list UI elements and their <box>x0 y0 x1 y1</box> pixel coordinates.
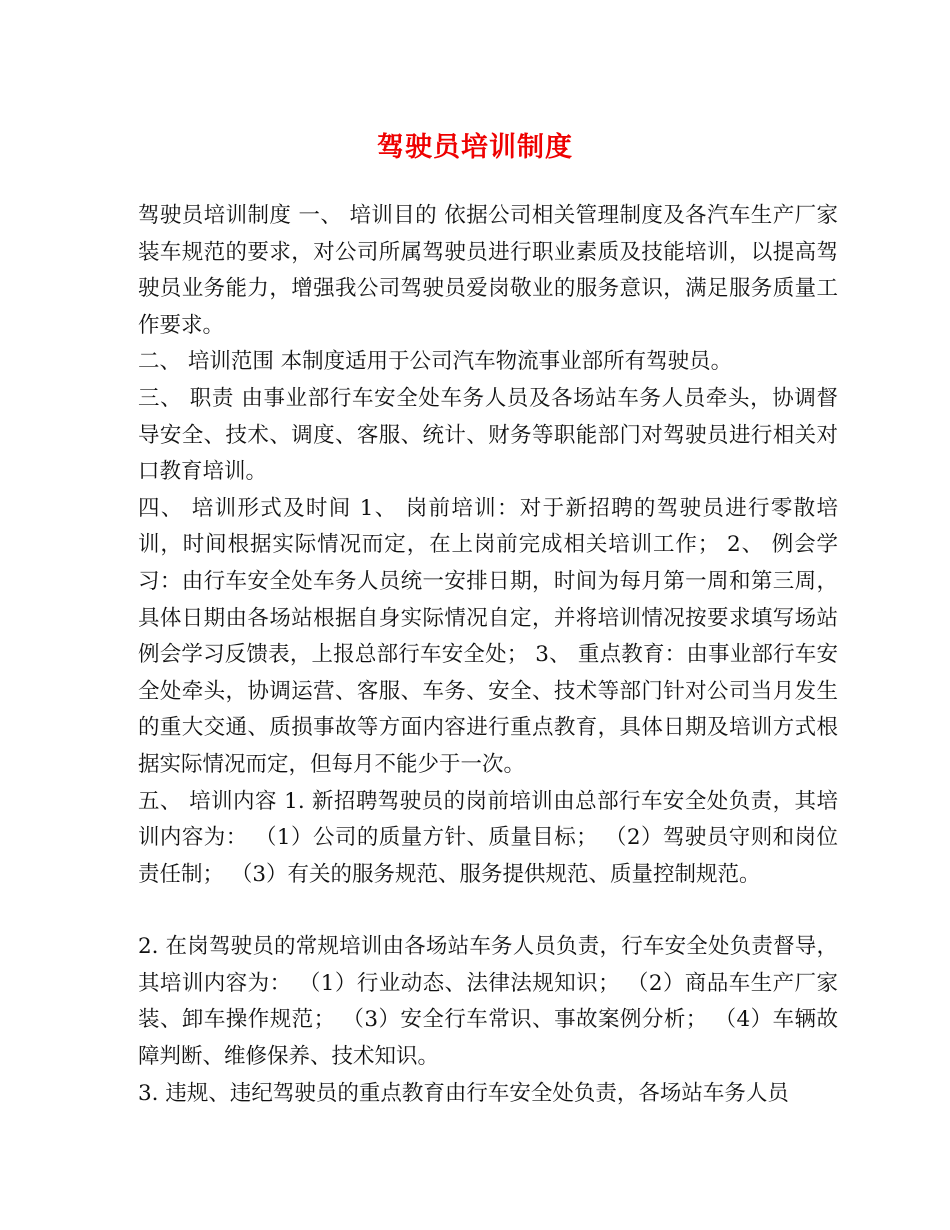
paragraph-onduty-training: 2. 在岗驾驶员的常规培训由各场站车务人员负责，行车安全处负责督导，其培训内容为： （1）行业动态、法律法规知识； （2）商品车生产厂家装、卸车操作规范； （3）安全行车常识、事故案例分析； （4）车辆故障判断、维修保养、技术知识。 <box>138 934 838 1070</box>
paragraph-responsibility: 三、 职责 由事业部行车安全处车务人员及各场站车务人员牵头，协调督导安全、技术、调度、客服、统计、财务等职能部门对驾驶员进行相关对口教育培训。 <box>138 385 838 485</box>
document-title: 驾驶员培训制度 <box>377 132 573 163</box>
paragraph-content: 五、 培训内容 1. 新招聘驾驶员的岗前培训由总部行车安全处负责，其培训内容为： （1）公司的质量方针、质量目标； （2）驾驶员守则和岗位责任制； （3）有关的服务规范、服务提供规范、质量控制规范。 <box>138 788 838 887</box>
paragraph-format-time: 四、 培训形式及时间 1、 岗前培训：对于新招聘的驾驶员进行零散培训，时间根据实际情况而定，在上岗前完成相关培训工作； 2、 例会学习：由行车安全处车务人员统一安排日期，时间为每月第一周和第三周，具体日期由各场站根据自身实际情况自定，并将培训情况按要求填写场站例会学习反馈表，上报总部行车安全处； 3、 重点教育：由事业部行车安全处牵头，协调运营、客服、车务、安全、技术等部门针对公司当月发生的重大交通、质损事故等方面内容进行重点教育，具体日期及培训方式根据实际情况而定，但每月不能少于一次。 <box>138 495 838 777</box>
document-body <box>138 198 838 1112</box>
paragraph-scope: 二、 培训范围 本制度适用于公司汽车物流事业部所有驾驶员。 <box>138 349 733 375</box>
paragraph-purpose: 驾驶员培训制度 一、 培训目的 依据公司相关管理制度及各汽车生产厂家装车规范的要求，对公司所属驾驶员进行职业素质及技能培训，以提高驾驶员业务能力，增强我公司驾驶员爱岗敬业的服务意识，满足服务质量工作要求。 <box>138 203 838 338</box>
paragraph-violation-education: 3. 违规、违纪驾驶员的重点教育由行车安全处负责，各场站车务人员 <box>138 1080 789 1106</box>
